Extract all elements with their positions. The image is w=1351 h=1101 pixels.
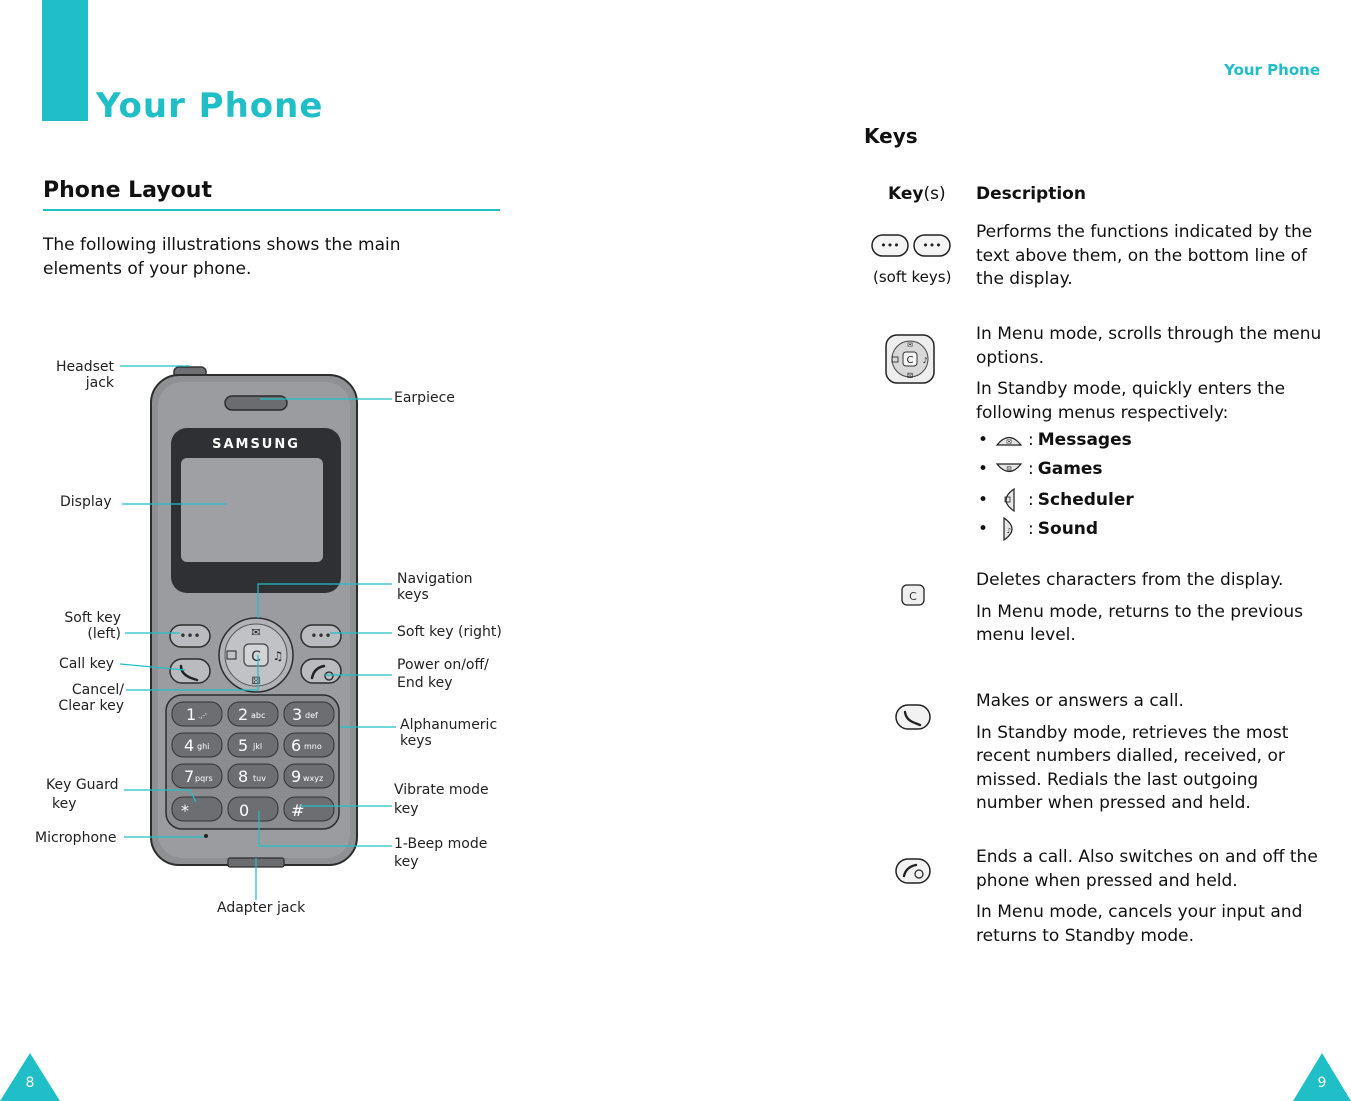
callout-headset-line1: Headset bbox=[55, 359, 114, 375]
key-1-letters: .,-' bbox=[198, 712, 207, 720]
clear-key-glyph: C bbox=[909, 590, 917, 603]
callout-vibrate-mode-key bbox=[394, 781, 489, 819]
key-1 bbox=[172, 702, 222, 726]
callout-power-line2: End key bbox=[397, 675, 453, 691]
key-9-digit: 9 bbox=[291, 767, 302, 786]
clear-desc-deletes: Deletes characters from the display. bbox=[976, 570, 1284, 590]
key-6-digit: 6 bbox=[291, 736, 302, 755]
column-header-description: Description bbox=[976, 184, 1086, 204]
nav-up-envelope-icon: ✉ bbox=[251, 626, 261, 639]
nav-down-games-icon: ⚄ bbox=[251, 676, 261, 687]
clear-desc-menu: In Menu mode, returns to the previous menu level. bbox=[976, 601, 1303, 645]
key-8-letters: tuv bbox=[253, 774, 266, 783]
callout-1beep-mode-key bbox=[394, 835, 487, 871]
key-star-glyph: * bbox=[181, 801, 189, 820]
left-key-icon bbox=[994, 487, 1024, 513]
callout-alpha-line1: Alphanumeric bbox=[400, 717, 498, 733]
callout-call-key: Call key bbox=[59, 656, 115, 672]
bullet-colon: : bbox=[1028, 519, 1034, 539]
bullet-label: Scheduler bbox=[1037, 490, 1134, 510]
end-key bbox=[301, 659, 341, 683]
soft-keys-description bbox=[976, 221, 1326, 300]
key-8-digit: 8 bbox=[238, 767, 249, 786]
svg-text:♪: ♪ bbox=[1006, 527, 1012, 535]
key-6-letters: mno bbox=[304, 742, 322, 751]
callout-headset-jack bbox=[48, 359, 114, 391]
call-key bbox=[170, 659, 210, 683]
bullet-colon: : bbox=[1028, 490, 1034, 510]
page-number-right: 9 bbox=[1317, 1075, 1327, 1091]
callout-softkey-left-line2: (left) bbox=[87, 626, 121, 642]
soft-keys-label: (soft keys) bbox=[873, 268, 952, 286]
soft-key-right-dots: ••• bbox=[310, 629, 332, 643]
bullet-dot: • bbox=[978, 490, 989, 510]
callout-power-end-key bbox=[397, 656, 489, 692]
key-7-digit: 7 bbox=[184, 767, 195, 786]
callout-power-line1: Power on/off/ bbox=[397, 657, 489, 673]
navigation-keys-description bbox=[976, 323, 1326, 433]
svg-text:⚄: ⚄ bbox=[1006, 466, 1012, 473]
phone-brand: SAMSUNG bbox=[212, 437, 300, 452]
bullet-dot: • bbox=[978, 519, 989, 539]
clear-key-icon bbox=[900, 583, 928, 607]
nav-bullet-sound bbox=[978, 516, 1098, 542]
bullet-dot: • bbox=[978, 430, 989, 450]
earpiece bbox=[225, 396, 287, 410]
page-number-left: 8 bbox=[25, 1075, 35, 1091]
up-key-icon bbox=[994, 432, 1024, 448]
callout-keyguard-line2: key bbox=[52, 796, 77, 812]
key-2-letters: abc bbox=[251, 711, 266, 720]
key-2-digit: 2 bbox=[238, 705, 249, 724]
column-header-keys bbox=[888, 184, 946, 204]
soft-keys-desc-text: Performs the functions indicated by the text above them, on the bottom line of the display. bbox=[976, 222, 1313, 289]
callout-headset-line2: jack bbox=[85, 375, 114, 391]
svg-text:C: C bbox=[906, 355, 914, 366]
callout-key-guard bbox=[46, 776, 119, 814]
svg-text:⚄: ⚄ bbox=[906, 372, 914, 380]
down-key-icon bbox=[994, 461, 1024, 477]
end-desc-ends: Ends a call. Also switches on and off the phone when pressed and held. bbox=[976, 847, 1318, 891]
callout-earpiece: Earpiece bbox=[394, 390, 455, 406]
running-header: Your Phone bbox=[1224, 61, 1320, 79]
key-9-letters: wxyz bbox=[303, 774, 324, 783]
key-0-digit: 0 bbox=[239, 801, 250, 820]
svg-text:•••: ••• bbox=[922, 239, 942, 252]
callout-microphone: Microphone bbox=[35, 830, 117, 846]
key-0 bbox=[228, 797, 278, 821]
nav-desc-standby: In Standby mode, quickly enters the following menus respectively: bbox=[976, 379, 1286, 423]
callout-adapter-jack: Adapter jack bbox=[217, 900, 306, 916]
soft-key-left-dots: ••• bbox=[179, 629, 201, 643]
bullet-dot: • bbox=[978, 459, 989, 479]
nav-bullet-messages bbox=[978, 430, 1132, 450]
call-key-icon bbox=[894, 702, 932, 732]
bullet-label: Sound bbox=[1037, 519, 1099, 539]
key-1-digit: 1 bbox=[186, 705, 197, 724]
soft-keys-icon bbox=[870, 232, 952, 260]
right-key-icon bbox=[994, 516, 1024, 542]
bullet-label: Messages bbox=[1037, 430, 1132, 450]
bullet-colon: : bbox=[1028, 459, 1034, 479]
nav-bullet-games bbox=[978, 459, 1103, 479]
key-5-letters: jkl bbox=[253, 742, 263, 751]
svg-text:✉: ✉ bbox=[907, 341, 913, 349]
key-star bbox=[172, 797, 222, 821]
section-title: Phone Layout bbox=[43, 178, 212, 203]
callout-beep-line2: key bbox=[394, 854, 419, 870]
svg-text:•••: ••• bbox=[880, 239, 900, 252]
end-desc-menu: In Menu mode, cancels your input and returns to Standby mode. bbox=[976, 902, 1303, 946]
key-7-letters: pqrs bbox=[195, 774, 213, 783]
keys-heading: Keys bbox=[864, 124, 918, 148]
chapter-title: Your Phone bbox=[96, 86, 324, 126]
callout-vibrate-line2: key bbox=[394, 801, 419, 817]
clear-key-description bbox=[976, 569, 1326, 656]
end-key-icon bbox=[894, 856, 932, 886]
callout-cancel-line2: Clear key bbox=[58, 698, 124, 714]
callout-alpha-line2: keys bbox=[400, 733, 432, 749]
key-4-digit: 4 bbox=[184, 736, 195, 755]
callout-soft-key-left bbox=[52, 610, 121, 642]
call-desc-makes: Makes or answers a call. bbox=[976, 691, 1184, 711]
callout-navigation-line2: keys bbox=[397, 587, 429, 603]
microphone bbox=[204, 834, 208, 838]
clear-key-glyph: C bbox=[251, 649, 261, 665]
callout-soft-key-right: Soft key (right) bbox=[397, 624, 502, 640]
callout-vibrate-line1: Vibrate mode bbox=[394, 782, 489, 798]
callout-keyguard-line1: Key Guard bbox=[46, 777, 119, 793]
callout-display: Display bbox=[60, 494, 112, 510]
nav-right-note-icon: ♫ bbox=[272, 649, 284, 663]
navigation-keys-icon bbox=[884, 333, 936, 385]
callout-cancel-clear-key bbox=[50, 682, 124, 714]
column-header-keys-suffix: (s) bbox=[923, 184, 946, 204]
callout-beep-line1: 1-Beep mode bbox=[394, 836, 488, 852]
callout-cancel-line1: Cancel/ bbox=[71, 682, 124, 698]
nav-desc-menu: In Menu mode, scrolls through the menu options. bbox=[976, 324, 1322, 368]
key-4-letters: ghi bbox=[197, 742, 210, 751]
call-key-description bbox=[976, 690, 1326, 824]
callout-softkey-left-line1: Soft key bbox=[64, 610, 121, 626]
end-key-description bbox=[976, 846, 1326, 956]
display-screen bbox=[181, 458, 323, 562]
nav-bullet-scheduler bbox=[978, 487, 1134, 513]
key-hash-glyph: # bbox=[291, 801, 305, 820]
key-3-letters: def bbox=[305, 711, 318, 720]
bullet-colon: : bbox=[1028, 430, 1034, 450]
key-5-digit: 5 bbox=[238, 736, 249, 755]
column-header-keys-bold: Key bbox=[888, 184, 924, 204]
intro-line-1: The following illustrations shows the main bbox=[43, 235, 401, 255]
bullet-label: Games bbox=[1037, 459, 1103, 479]
svg-text:✉: ✉ bbox=[1006, 438, 1012, 446]
intro-line-2: elements of your phone. bbox=[43, 259, 252, 279]
callout-navigation-keys bbox=[397, 571, 473, 603]
svg-text:♪: ♪ bbox=[922, 356, 928, 365]
call-desc-standby: In Standby mode, retrieves the most recent numbers dialled, received, or missed. Redials the last outgoing number when pressed and held. bbox=[976, 722, 1289, 813]
callout-navigation-line1: Navigation bbox=[397, 571, 473, 587]
callout-alphanumeric-keys bbox=[400, 717, 497, 749]
key-3-digit: 3 bbox=[292, 705, 303, 724]
